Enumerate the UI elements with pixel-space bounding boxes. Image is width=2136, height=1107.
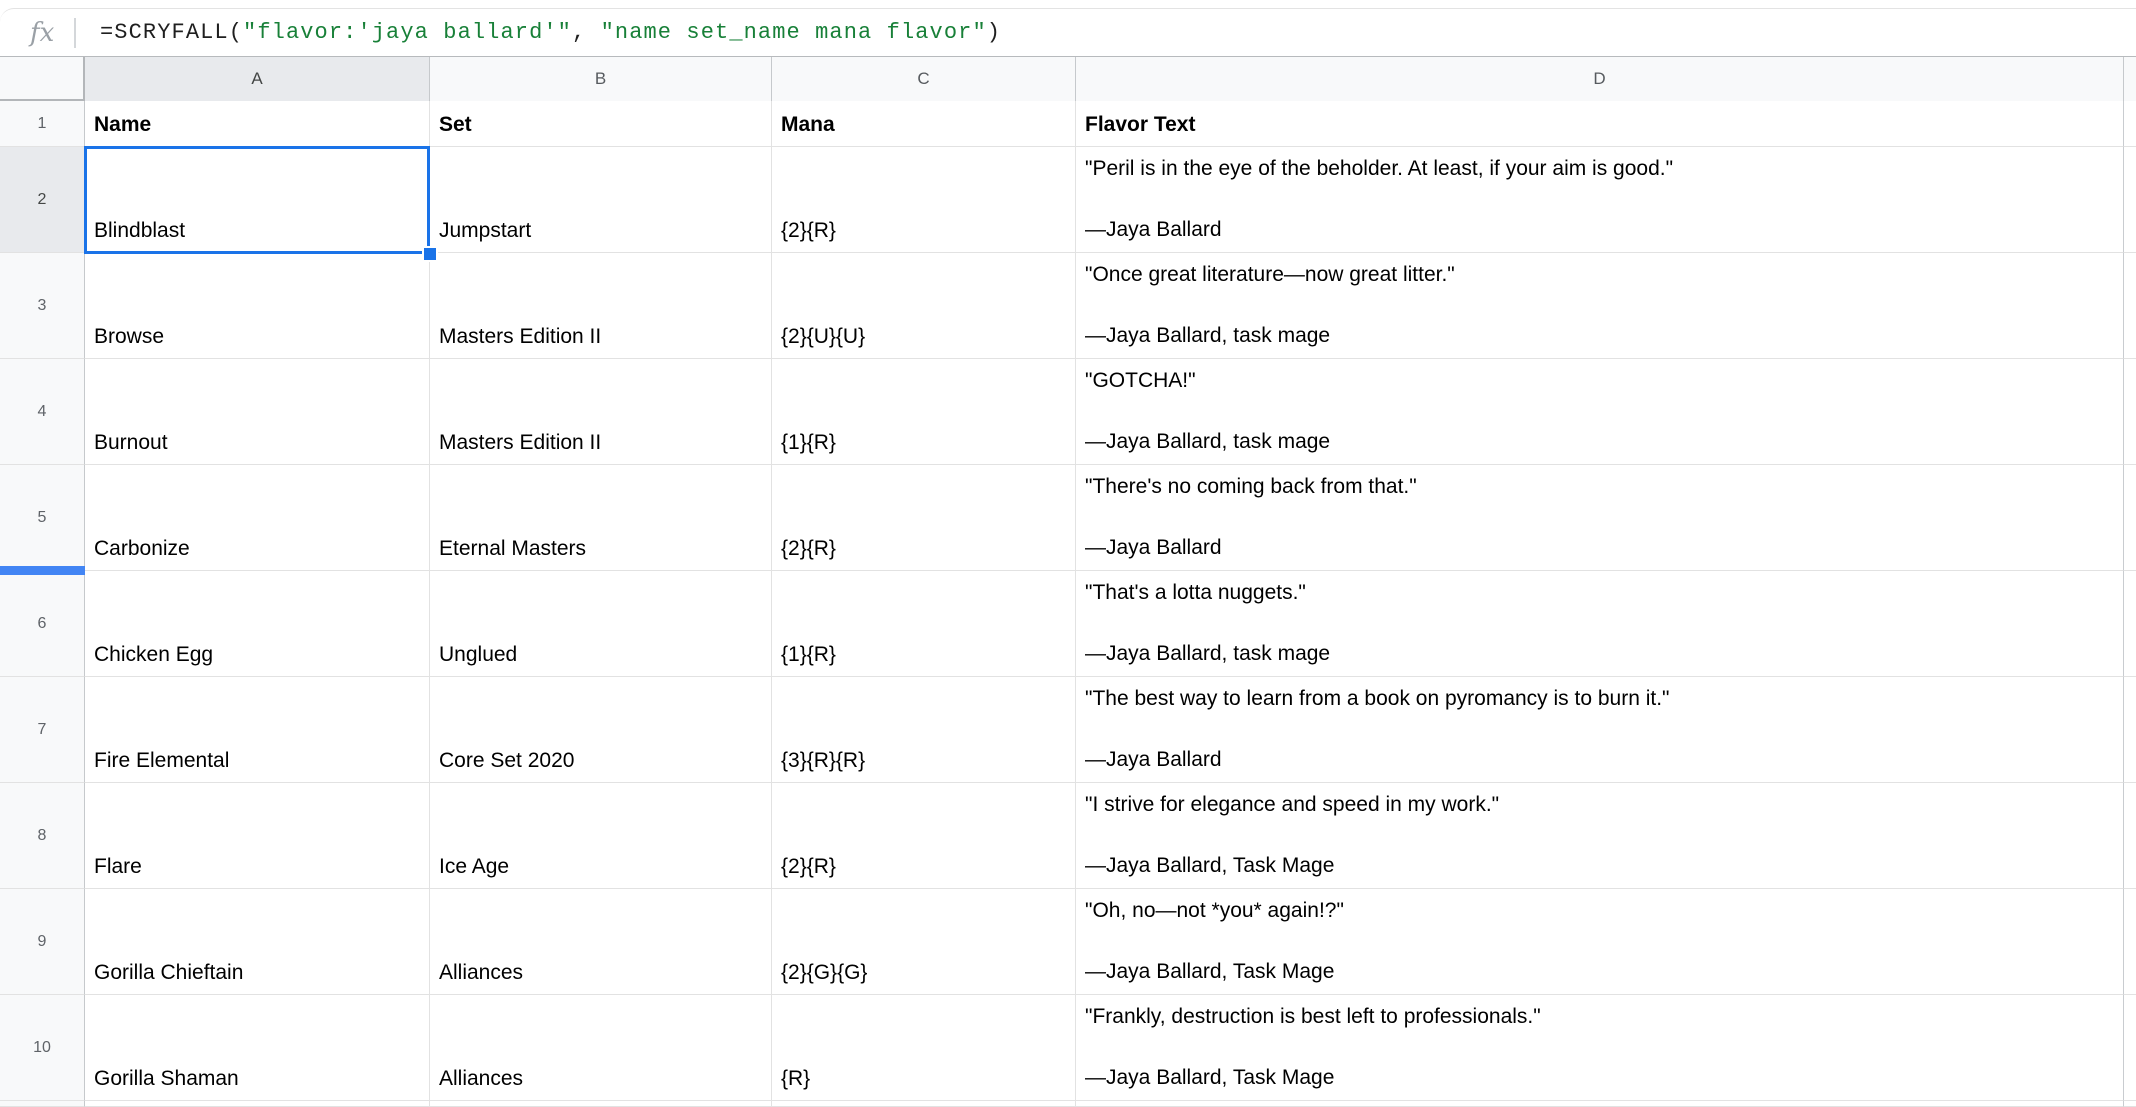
cell-name[interactable] bbox=[85, 253, 430, 359]
flavor-quote: "GOTCHA!" bbox=[1085, 369, 1196, 392]
column-header-partial bbox=[2124, 57, 2136, 102]
cell-set[interactable] bbox=[430, 889, 772, 995]
cell-name-text: Gorilla Chieftain bbox=[94, 961, 244, 984]
select-all-corner[interactable] bbox=[0, 57, 85, 101]
cell-mana[interactable] bbox=[772, 889, 1076, 995]
table-row bbox=[0, 465, 2136, 571]
cell-partial bbox=[2124, 889, 2136, 995]
formula-segment: ) bbox=[986, 20, 1002, 45]
cell-name-text: Browse bbox=[94, 325, 165, 348]
header-cell-set-label: Set bbox=[439, 113, 472, 136]
cell-mana[interactable] bbox=[772, 571, 1076, 677]
cell-partial bbox=[430, 1101, 772, 1107]
cell-set[interactable] bbox=[430, 147, 772, 253]
cell-mana-text: {R} bbox=[781, 1067, 811, 1090]
flavor-attribution: —Jaya Ballard bbox=[1085, 748, 1222, 771]
header-cell-name-label: Name bbox=[94, 113, 152, 136]
grid-body bbox=[0, 101, 2136, 1107]
cell-partial bbox=[2124, 571, 2136, 677]
cell-partial bbox=[2124, 995, 2136, 1101]
row-header-8[interactable]: 8 bbox=[0, 783, 85, 889]
flavor-quote: "There's no coming back from that." bbox=[1085, 475, 1417, 498]
table-row bbox=[0, 147, 2136, 253]
cell-name-text: Flare bbox=[94, 855, 142, 878]
cell-mana[interactable] bbox=[772, 253, 1076, 359]
cell-mana-text: {2}{U}{U} bbox=[781, 325, 866, 348]
cell-set[interactable] bbox=[430, 783, 772, 889]
cell-set-text: Masters Edition II bbox=[439, 431, 602, 454]
cell-set[interactable] bbox=[430, 677, 772, 783]
header-cell-mana[interactable] bbox=[772, 101, 1076, 147]
fill-handle[interactable] bbox=[422, 246, 438, 262]
cell-flavor[interactable] bbox=[1076, 783, 2124, 889]
cell-set-text: Alliances bbox=[439, 961, 524, 984]
cell-name-text: Burnout bbox=[94, 431, 168, 454]
cell-mana[interactable] bbox=[772, 995, 1076, 1101]
cell-set-text: Alliances bbox=[439, 1067, 524, 1090]
row-header-5[interactable]: 5 bbox=[0, 465, 85, 571]
cell-partial bbox=[2124, 1101, 2136, 1107]
cell-flavor[interactable] bbox=[1076, 677, 2124, 783]
row-header-10[interactable]: 10 bbox=[0, 995, 85, 1101]
cell-set-text: Jumpstart bbox=[439, 219, 532, 242]
table-header-row bbox=[0, 101, 2136, 147]
cell-name[interactable] bbox=[85, 677, 430, 783]
flavor-attribution: —Jaya Ballard, Task Mage bbox=[1085, 960, 1335, 983]
table-row bbox=[0, 677, 2136, 783]
cell-partial bbox=[772, 1101, 1076, 1107]
formula-segment: , bbox=[571, 20, 601, 45]
table-row bbox=[0, 253, 2136, 359]
cell-partial bbox=[2124, 101, 2136, 147]
flavor-quote: "Frankly, destruction is best left to professionals." bbox=[1085, 1005, 1541, 1028]
cell-set[interactable] bbox=[430, 465, 772, 571]
row-header-7[interactable]: 7 bbox=[0, 677, 85, 783]
cell-mana-text: {1}{R} bbox=[781, 643, 836, 666]
cell-flavor[interactable] bbox=[1076, 465, 2124, 571]
row-header-2[interactable]: 2 bbox=[0, 147, 85, 253]
table-row bbox=[0, 783, 2136, 889]
flavor-attribution: —Jaya Ballard, task mage bbox=[1085, 430, 1331, 453]
flavor-attribution: —Jaya Ballard bbox=[1085, 536, 1222, 559]
cell-set-text: Unglued bbox=[439, 643, 518, 666]
cell-set-text: Masters Edition II bbox=[439, 325, 602, 348]
cell-mana[interactable] bbox=[772, 465, 1076, 571]
flavor-quote: "Once great literature—now great litter." bbox=[1085, 263, 1455, 286]
column-header-c[interactable]: C bbox=[772, 57, 1076, 102]
table-row bbox=[0, 571, 2136, 677]
row-header-[interactable] bbox=[0, 1101, 85, 1107]
cell-mana-text: {2}{R} bbox=[781, 855, 836, 878]
fx-icon: fx bbox=[30, 17, 55, 48]
formula-segment: "name set_name mana flavor" bbox=[600, 20, 987, 45]
cell-name[interactable] bbox=[85, 783, 430, 889]
header-cell-flavor[interactable] bbox=[1076, 101, 2124, 147]
cell-mana-text: {3}{R}{R} bbox=[781, 749, 866, 772]
flavor-attribution: —Jaya Ballard, Task Mage bbox=[1085, 854, 1335, 877]
cell-mana[interactable] bbox=[772, 147, 1076, 253]
flavor-quote: "That's a lotta nuggets." bbox=[1085, 581, 1306, 604]
cell-mana[interactable] bbox=[772, 359, 1076, 465]
column-header-row bbox=[0, 56, 2136, 101]
column-header-b[interactable]: B bbox=[430, 57, 772, 102]
header-cell-name[interactable] bbox=[85, 101, 430, 147]
cell-partial bbox=[2124, 253, 2136, 359]
cell-name-text: Gorilla Shaman bbox=[94, 1067, 239, 1090]
cell-flavor[interactable] bbox=[1076, 995, 2124, 1101]
cell-name-text: Blindblast bbox=[94, 219, 186, 242]
cell-set-text: Ice Age bbox=[439, 855, 510, 878]
table-row bbox=[0, 995, 2136, 1101]
table-row bbox=[0, 359, 2136, 465]
cell-set[interactable] bbox=[430, 995, 772, 1101]
row-header-6[interactable]: 6 bbox=[0, 571, 85, 677]
partial-row bbox=[0, 1101, 2136, 1107]
cell-set[interactable] bbox=[430, 359, 772, 465]
cell-mana[interactable] bbox=[772, 783, 1076, 889]
row-boundary-marker bbox=[0, 566, 85, 575]
cell-partial bbox=[2124, 147, 2136, 253]
header-cell-flavor-label: Flavor Text bbox=[1085, 113, 1196, 136]
cell-partial bbox=[2124, 359, 2136, 465]
flavor-attribution: —Jaya Ballard, Task Mage bbox=[1085, 1066, 1335, 1089]
formula-segment: "flavor:'jaya ballard'" bbox=[243, 20, 572, 45]
cell-flavor[interactable] bbox=[1076, 147, 2124, 253]
row-header-4[interactable]: 4 bbox=[0, 359, 85, 465]
cell-name[interactable] bbox=[85, 995, 430, 1101]
cell-flavor[interactable] bbox=[1076, 359, 2124, 465]
cell-set-text: Core Set 2020 bbox=[439, 749, 575, 772]
flavor-attribution: —Jaya Ballard, task mage bbox=[1085, 324, 1331, 347]
cell-mana-text: {2}{R} bbox=[781, 537, 836, 560]
formula-segment: =SCRYFALL( bbox=[100, 20, 244, 45]
cell-name[interactable] bbox=[85, 359, 430, 465]
cell-partial bbox=[1076, 1101, 2124, 1107]
formula-bar bbox=[0, 8, 2136, 56]
flavor-attribution: —Jaya Ballard, task mage bbox=[1085, 642, 1331, 665]
header-cell-mana-label: Mana bbox=[781, 113, 835, 136]
flavor-quote: "Oh, no—not *you* again!?" bbox=[1085, 899, 1344, 922]
formula-bar-divider bbox=[74, 18, 76, 48]
cell-name[interactable] bbox=[85, 147, 430, 253]
flavor-attribution: —Jaya Ballard bbox=[1085, 218, 1222, 241]
table-row bbox=[0, 889, 2136, 995]
cell-mana-text: {1}{R} bbox=[781, 431, 836, 454]
cell-set-text: Eternal Masters bbox=[439, 537, 587, 560]
cell-partial bbox=[2124, 465, 2136, 571]
flavor-quote: "The best way to learn from a book on pyromancy is to burn it." bbox=[1085, 687, 1670, 710]
cell-name[interactable] bbox=[85, 465, 430, 571]
column-header-a[interactable]: A bbox=[85, 57, 430, 102]
cell-partial bbox=[85, 1101, 430, 1107]
cell-name-text: Fire Elemental bbox=[94, 749, 230, 772]
cell-name-text: Carbonize bbox=[94, 537, 190, 560]
cell-name[interactable] bbox=[85, 571, 430, 677]
cell-flavor[interactable] bbox=[1076, 253, 2124, 359]
cell-flavor[interactable] bbox=[1076, 571, 2124, 677]
cell-set[interactable] bbox=[430, 253, 772, 359]
formula-input[interactable] bbox=[100, 20, 1001, 45]
flavor-quote: "Peril is in the eye of the beholder. At least, if your aim is good." bbox=[1085, 157, 1674, 180]
cell-name[interactable] bbox=[85, 889, 430, 995]
row-header-1[interactable]: 1 bbox=[0, 101, 85, 147]
flavor-quote: "I strive for elegance and speed in my work." bbox=[1085, 793, 1500, 816]
row-header-9[interactable]: 9 bbox=[0, 889, 85, 995]
cell-name-text: Chicken Egg bbox=[94, 643, 214, 666]
cell-mana-text: {2}{G}{G} bbox=[781, 961, 868, 984]
column-header-d[interactable]: D bbox=[1076, 57, 2124, 102]
row-header-3[interactable]: 3 bbox=[0, 253, 85, 359]
cell-mana[interactable] bbox=[772, 677, 1076, 783]
cell-partial bbox=[2124, 677, 2136, 783]
cell-mana-text: {2}{R} bbox=[781, 219, 836, 242]
cell-set[interactable] bbox=[430, 571, 772, 677]
spreadsheet-grid bbox=[0, 56, 2136, 1107]
cell-flavor[interactable] bbox=[1076, 889, 2124, 995]
header-cell-set[interactable] bbox=[430, 101, 772, 147]
cell-partial bbox=[2124, 783, 2136, 889]
